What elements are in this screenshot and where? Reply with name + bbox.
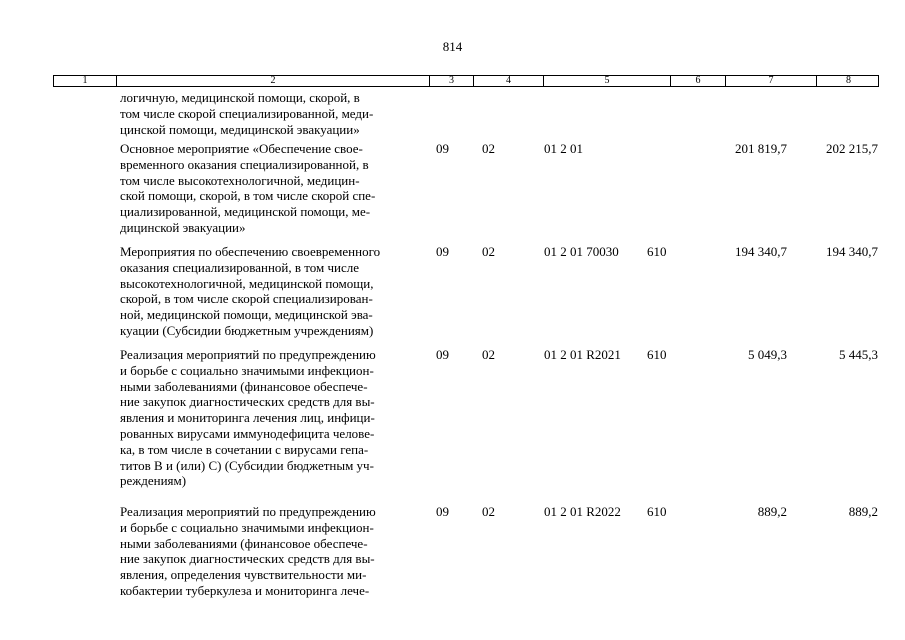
description-line: Основное мероприятие «Обеспечение свое-: [120, 141, 363, 156]
section-code: 09: [436, 347, 449, 362]
column-header-4: 4: [473, 76, 543, 86]
row-description: [120, 504, 425, 599]
description-line: куации (Субсидии бюджетным учреждениям): [120, 322, 374, 338]
description-line: Реализация мероприятий по предупреждению: [120, 347, 376, 362]
description-line: ской помощи, скорой, в том числе скорой спе-: [120, 188, 376, 204]
amount-col-7: 5 049,3: [748, 347, 787, 362]
description-line: ными заболеваниями (финансовое обеспече-: [120, 378, 368, 394]
subsection-code: 02: [482, 504, 495, 519]
column-header-8: 8: [816, 76, 880, 86]
description-line: явления и мониторинга лечения лиц, инфици-: [120, 410, 375, 426]
description-line: реждениям): [120, 473, 187, 489]
row-description: [120, 141, 425, 236]
amount-col-7: 889,2: [757, 504, 787, 519]
description-line: и борьбе с социально значимыми инфекцион-: [120, 362, 374, 378]
description-line: временного оказания специализированной, в: [120, 156, 369, 172]
description-line: дицинской эвакуации»: [120, 219, 246, 235]
description-line: оказания специализированной, в том числе: [120, 259, 360, 275]
target-article-code: 01 2 01 70030: [544, 244, 619, 259]
subsection-code: 02: [482, 244, 495, 259]
column-header-6: 6: [670, 76, 725, 86]
amount-col-8: 5 445,3: [839, 347, 878, 362]
target-article-code: 01 2 01 R2021: [544, 347, 621, 362]
description-line: кобактерии туберкулеза и мониторинга лече-: [120, 582, 370, 598]
row-description: [120, 347, 425, 489]
subsection-code: 02: [482, 141, 495, 156]
description-line: ной, медицинской помощи, медицинской эва-: [120, 307, 373, 323]
subsection-code: 02: [482, 347, 495, 362]
description-line: том числе скорой специализированной, меди-: [120, 105, 374, 121]
description-line: рованных вирусами иммунодефицита челове-: [120, 425, 375, 441]
column-header-1: 1: [82, 75, 88, 86]
page-number: 814: [442, 39, 463, 54]
amount-col-8: 889,2: [848, 504, 878, 519]
column-header-5: 5: [543, 76, 670, 86]
section-code: 09: [436, 244, 449, 259]
description-line: Мероприятия по обеспечению своевременного: [120, 244, 381, 259]
amount-col-8: 194 340,7: [826, 244, 878, 259]
expense-type-code: 610: [647, 504, 667, 519]
description-line: логичную, медицинской помощи, скорой, в: [120, 90, 360, 105]
description-line: высокотехнологичной, медицинской помощи,: [120, 275, 374, 291]
description-line: титов B и (или) C) (Субсидии бюджетным уч-: [120, 457, 374, 473]
column-header-2: 2: [116, 76, 429, 86]
expense-type-code: 610: [647, 347, 667, 362]
amount-col-7: 194 340,7: [735, 244, 787, 259]
column-header-3: 3: [429, 76, 473, 86]
description-line: ными заболеваниями (финансовое обеспече-: [120, 535, 368, 551]
amount-col-8: 202 215,7: [826, 141, 878, 156]
description-line: ние закупок диагностических средств для вы-: [120, 551, 375, 567]
table-header-row: [53, 75, 879, 87]
expense-type-code: 610: [647, 244, 667, 259]
target-article-code: 01 2 01 R2022: [544, 504, 621, 519]
description-line: ние закупок диагностических средств для вы-: [120, 394, 375, 410]
section-code: 09: [436, 141, 449, 156]
description-line: цинской помощи, медицинской эвакуации»: [120, 121, 360, 137]
description-line: том числе высокотехнологичной, медицин-: [120, 172, 360, 188]
row-description: [120, 90, 425, 137]
description-line: скорой, в том числе скорой специализирован-: [120, 291, 373, 307]
description-line: и борьбе с социально значимыми инфекцион-: [120, 519, 374, 535]
amount-col-7: 201 819,7: [735, 141, 787, 156]
row-description: [120, 244, 425, 339]
description-line: циализированной, медицинской помощи, ме-: [120, 204, 371, 220]
description-line: явления, определения чувствительности ми-: [120, 567, 367, 583]
column-header-7: 7: [725, 76, 816, 86]
description-line: ка, в том числе в сочетании с вирусами гепа-: [120, 441, 369, 457]
target-article-code: 01 2 01: [544, 141, 583, 156]
description-line: Реализация мероприятий по предупреждению: [120, 504, 376, 519]
section-code: 09: [436, 504, 449, 519]
